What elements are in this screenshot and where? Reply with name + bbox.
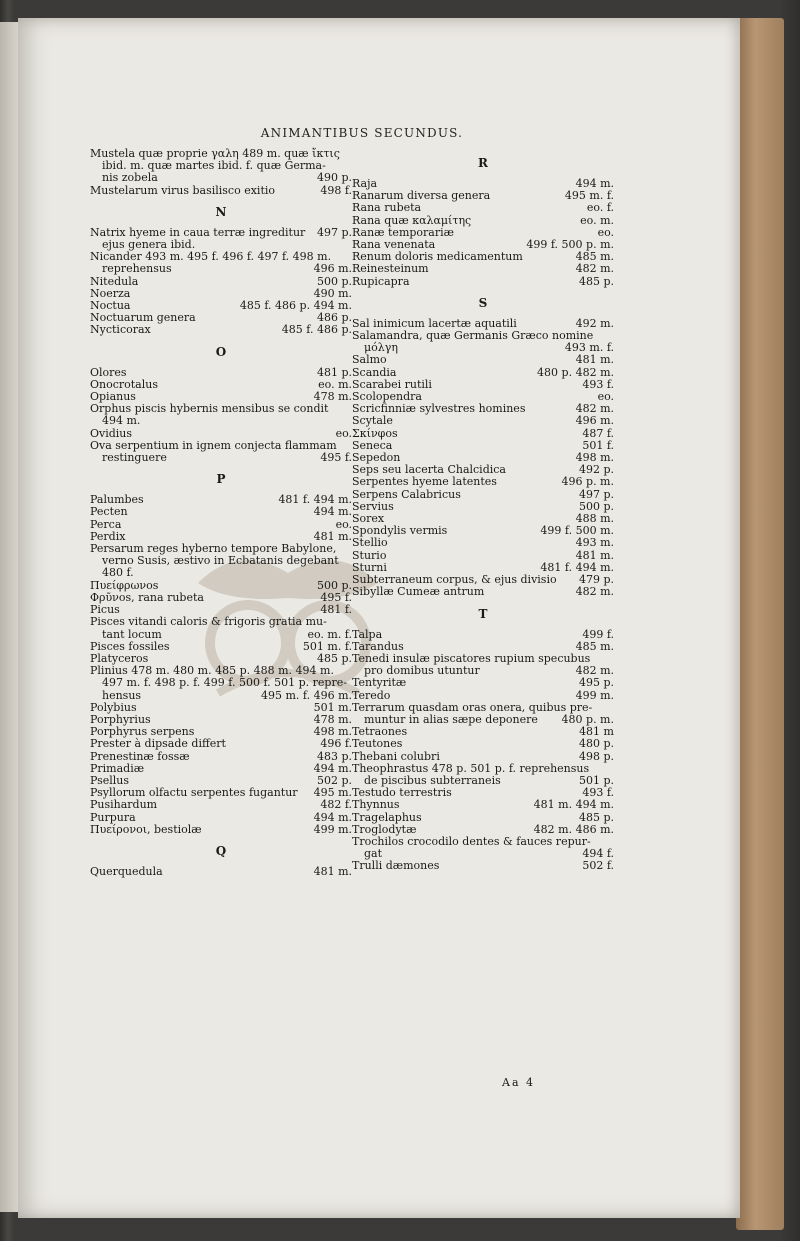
entry-page-ref: 481 m bbox=[579, 725, 614, 739]
entry-page-ref: 499 f. 500 p. m. bbox=[526, 238, 614, 252]
entry-term: Servius bbox=[352, 499, 394, 513]
entry-term: Thebani colubri bbox=[352, 749, 440, 763]
index-entry bbox=[90, 592, 352, 604]
entry-term: hensus bbox=[102, 688, 142, 702]
entry-term: Troglodytæ bbox=[352, 822, 417, 836]
entry-page-ref: 482 m. bbox=[575, 402, 614, 416]
index-entry bbox=[90, 799, 352, 811]
entry-page-ref: eo. m. f. bbox=[307, 627, 352, 641]
entry-page-ref: 481 m. bbox=[313, 529, 352, 543]
entry-term: Pusihardum bbox=[90, 798, 158, 812]
index-entry bbox=[352, 812, 614, 824]
entry-page-ref: 502 p. bbox=[316, 773, 352, 787]
entry-page-ref: 501 p. bbox=[578, 773, 614, 787]
entry-term: restinguere bbox=[102, 451, 167, 465]
entry-page-ref: 494 m. bbox=[313, 761, 352, 775]
entry-term: reprehensus bbox=[102, 262, 172, 276]
entry-term: Scandia bbox=[352, 365, 397, 379]
entry-term: Stellio bbox=[352, 536, 388, 550]
entry-page-ref: 492 m. bbox=[575, 316, 614, 330]
entry-term: 494 m. bbox=[102, 414, 141, 428]
entry-term: Onocrotalus bbox=[90, 377, 158, 391]
index-entry bbox=[90, 763, 352, 775]
entry-term: Scricfinniæ sylvestres homines bbox=[352, 402, 526, 416]
entry-term: Salmo bbox=[352, 353, 387, 367]
entry-term: Talpa bbox=[352, 627, 383, 641]
entry-term: Trochilos crocodilo dentes & fauces repur- bbox=[352, 834, 591, 848]
entry-term: Nitedula bbox=[90, 274, 139, 288]
entry-page-ref: 495 m. f. bbox=[564, 189, 614, 203]
index-entry bbox=[90, 866, 352, 878]
index-entry bbox=[90, 172, 352, 184]
entry-term: Rana rubeta bbox=[352, 201, 422, 215]
entry-page-ref: 482 m. bbox=[575, 585, 614, 599]
index-entry bbox=[352, 501, 614, 513]
entry-page-ref: 501 m. f. bbox=[302, 639, 352, 653]
entry-term: Platyceros bbox=[90, 651, 149, 665]
index-entry bbox=[352, 629, 614, 641]
entry-page-ref: 488 m. bbox=[575, 512, 614, 526]
index-entry bbox=[352, 202, 614, 214]
entry-page-ref: 485 f. 486 p. 494 m. bbox=[239, 299, 352, 313]
entry-term: Mustelarum virus basilisco exitio bbox=[90, 183, 276, 197]
entry-page-ref: eo. bbox=[335, 426, 352, 440]
page-sheet bbox=[18, 18, 740, 1218]
entry-term: Teutones bbox=[352, 737, 403, 751]
entry-page-ref: eo. f. bbox=[586, 201, 614, 215]
entry-term: Raja bbox=[352, 177, 378, 190]
index-entry bbox=[352, 215, 614, 227]
entry-term: Ova serpentium in ignem conjecta flammam bbox=[90, 438, 337, 452]
entry-page-ref: 482 m. 486 m. bbox=[533, 822, 614, 836]
entry-term: Scolopendra bbox=[352, 390, 422, 404]
entry-term: 497 m. f. 498 p. f. 499 f. 500 f. 501 p. repre- bbox=[102, 676, 347, 690]
entry-term: Prester à dipsade differt bbox=[90, 737, 226, 751]
entry-page-ref: 496 m. bbox=[575, 414, 614, 428]
entry-term: verno Susis, æstivo in Ecbatanis degebant bbox=[102, 554, 339, 568]
entry-page-ref: 481 m. bbox=[575, 353, 614, 367]
entry-page-ref: 495 f. bbox=[320, 451, 352, 465]
entry-term: Renum doloris medicamentum bbox=[352, 250, 523, 264]
entry-term: Tarandus bbox=[352, 639, 404, 653]
entry-term: pro domibus utuntur bbox=[364, 664, 480, 678]
entry-term: Salamandra, quæ Germanis Græco nomine bbox=[352, 329, 594, 343]
entry-page-ref: 496 m. bbox=[313, 262, 352, 276]
entry-page-ref: 482 m. bbox=[575, 262, 614, 276]
entry-page-ref: 480 p. 482 m. bbox=[537, 365, 614, 379]
entry-term: Rana venenata bbox=[352, 238, 436, 252]
entry-page-ref: 501 m. bbox=[313, 700, 352, 714]
entry-page-ref: 481 m. bbox=[313, 864, 352, 878]
entry-page-ref: 481 m. 494 m. bbox=[533, 798, 614, 812]
index-entry bbox=[90, 494, 352, 506]
index-entry bbox=[352, 276, 614, 288]
entry-term: Noctuarum genera bbox=[90, 311, 196, 325]
entry-term: Spondylis vermis bbox=[352, 524, 448, 538]
entry-page-ref: 495 m. f. 496 m. bbox=[260, 688, 352, 702]
entry-term: nis zobela bbox=[102, 171, 158, 185]
entry-term: Thynnus bbox=[352, 798, 400, 812]
entry-page-ref: 483 p. bbox=[316, 749, 352, 763]
index-entry bbox=[90, 677, 352, 689]
entry-term: Picus bbox=[90, 603, 120, 617]
entry-page-ref: 500 p. bbox=[316, 578, 352, 592]
entry-term: Prenestinæ fossæ bbox=[90, 749, 190, 763]
entry-page-ref: 493 m. f. bbox=[564, 341, 614, 355]
index-entry bbox=[90, 367, 352, 379]
entry-term: Opianus bbox=[90, 390, 136, 404]
index-entry bbox=[90, 263, 352, 275]
section-letter: R bbox=[478, 156, 488, 170]
entry-page-ref: 480 p. bbox=[578, 737, 614, 751]
entry-term: Ranarum diversa genera bbox=[352, 189, 491, 203]
section-letter: P bbox=[216, 472, 226, 487]
entry-term: Porphyrus serpens bbox=[90, 725, 195, 739]
entry-page-ref: 495 f. bbox=[320, 590, 352, 604]
entry-term: Persarum reges hyberno tempore Babylone, bbox=[90, 542, 337, 556]
index-entry bbox=[352, 799, 614, 811]
index-entry bbox=[90, 506, 352, 518]
entry-page-ref: 490 m. bbox=[313, 286, 352, 300]
entry-term: Trulli dæmones bbox=[352, 859, 440, 873]
entry-term: Perca bbox=[90, 517, 122, 531]
entry-page-ref: 495 m. bbox=[313, 786, 352, 800]
entry-page-ref: 485 p. bbox=[578, 810, 614, 824]
entry-page-ref: 482 f. bbox=[320, 798, 352, 812]
entry-term: Tenedi insulæ piscatores rupium specubus bbox=[352, 651, 591, 665]
entry-page-ref: 480 p. m. bbox=[561, 712, 614, 726]
index-entry bbox=[90, 812, 352, 824]
entry-term: muntur in alias sæpe deponere bbox=[364, 712, 538, 726]
entry-page-ref: 495 p. bbox=[578, 676, 614, 690]
entry-term: Πυείρονοι, bestiolæ bbox=[90, 822, 202, 836]
entry-term: Sturio bbox=[352, 548, 387, 562]
index-entry bbox=[90, 567, 352, 579]
entry-page-ref: 481 m. bbox=[575, 548, 614, 562]
entry-page-ref: eo. bbox=[597, 225, 614, 239]
entry-page-ref: 492 p. bbox=[578, 463, 614, 477]
entry-page-ref: eo. m. bbox=[580, 213, 614, 227]
index-entry bbox=[352, 751, 614, 763]
entry-page-ref: 481 f. 494 m. bbox=[540, 560, 614, 574]
entry-term: Mustela quæ proprie γαλη 489 m. quæ ἴκτις bbox=[90, 147, 340, 160]
index-entry bbox=[90, 824, 352, 836]
entry-page-ref: 502 f. bbox=[582, 859, 614, 873]
entry-term: Sal inimicum lacertæ aquatili bbox=[352, 316, 517, 330]
entry-page-ref: 482 m. bbox=[575, 664, 614, 678]
index-entry bbox=[352, 690, 614, 702]
entry-page-ref: 493 f. bbox=[582, 377, 614, 391]
entry-term: Noerza bbox=[90, 286, 131, 300]
index-entry bbox=[352, 342, 614, 354]
entry-term: ejus genera ibid. bbox=[102, 238, 196, 252]
entry-term: Natrix hyeme in caua terræ ingreditur bbox=[90, 225, 306, 239]
entry-term: Tentyritæ bbox=[352, 676, 407, 690]
entry-page-ref: 485 m. bbox=[575, 639, 614, 653]
index-entry bbox=[352, 860, 614, 872]
index-column-right bbox=[352, 148, 614, 873]
entry-term: Olores bbox=[90, 365, 127, 379]
entry-term: Teredo bbox=[352, 688, 391, 702]
entry-term: Φρῦνοs, rana rubeta bbox=[90, 590, 204, 604]
entry-page-ref: 500 p. bbox=[578, 499, 614, 513]
entry-term: tant locum bbox=[102, 627, 162, 641]
entry-term: Sturni bbox=[352, 560, 387, 574]
entry-term: Tetraones bbox=[352, 725, 408, 739]
entry-page-ref: 479 p. bbox=[578, 573, 614, 587]
entry-page-ref: 481 f. 494 m. bbox=[278, 493, 352, 507]
entry-term: Nicander 493 m. 495 f. 496 f. 497 f. 498 m. bbox=[90, 250, 332, 264]
entry-term: Scarabei rutili bbox=[352, 377, 432, 391]
section-letter: T bbox=[478, 606, 488, 621]
entry-page-ref: 498 f. bbox=[320, 183, 352, 197]
entry-page-ref: 499 m. bbox=[313, 822, 352, 836]
entry-page-ref: 485 p. bbox=[578, 274, 614, 288]
entry-term: Theophrastus 478 p. 501 p. f. reprehensus bbox=[352, 761, 590, 775]
entry-term: Psellus bbox=[90, 773, 130, 787]
entry-page-ref: eo. bbox=[335, 517, 352, 531]
index-entry bbox=[352, 263, 614, 275]
entry-page-ref: 494 m. bbox=[313, 810, 352, 824]
index-entry bbox=[90, 690, 352, 702]
index-entry bbox=[352, 354, 614, 366]
entry-term: de piscibus subterraneis bbox=[364, 773, 501, 787]
entry-page-ref: 498 m. bbox=[313, 725, 352, 739]
entry-term: gat bbox=[364, 847, 383, 861]
entry-term: Sibyllæ Cumeæ antrum bbox=[352, 585, 485, 599]
entry-term: Sorex bbox=[352, 512, 385, 526]
entry-term: Seneca bbox=[352, 438, 393, 452]
index-entry bbox=[352, 836, 614, 848]
entry-page-ref: 500 p. bbox=[316, 274, 352, 288]
section-letter: Q bbox=[215, 843, 227, 858]
entry-page-ref: 498 m. bbox=[575, 451, 614, 465]
entry-term: Porphyrius bbox=[90, 712, 151, 726]
entry-page-ref: 481 f. bbox=[320, 603, 352, 617]
entry-term: Pisces vitandi caloris & frigoris gratia mu- bbox=[90, 615, 327, 629]
entry-page-ref: 485 p. bbox=[316, 651, 352, 665]
index-entry bbox=[90, 185, 352, 197]
index-entry bbox=[352, 537, 614, 549]
entry-page-ref: 481 p. bbox=[316, 365, 352, 379]
entry-term: Seps seu lacerta Chalcidica bbox=[352, 463, 506, 477]
entry-page-ref: 485 m. bbox=[575, 250, 614, 264]
entry-page-ref: 494 m. bbox=[313, 505, 352, 519]
entry-term: Sepedon bbox=[352, 451, 401, 465]
index-entry bbox=[90, 616, 352, 628]
index-entry bbox=[352, 367, 614, 379]
index-entry bbox=[90, 276, 352, 288]
signature-mark: Aa 4 bbox=[502, 1076, 535, 1089]
index-column-left bbox=[90, 148, 352, 878]
entry-term: ibid. m. quæ martes ibid. f. quæ Germa- bbox=[102, 159, 326, 173]
entry-page-ref: 496 p. m. bbox=[561, 475, 614, 489]
entry-page-ref: 493 f. bbox=[582, 786, 614, 800]
index-entry bbox=[90, 751, 352, 763]
entry-term: Perdix bbox=[90, 529, 126, 543]
entry-page-ref: eo. m. bbox=[318, 377, 352, 391]
entry-term: Terrarum quasdam oras onera, quibus pre- bbox=[352, 700, 593, 714]
entry-page-ref: 496 f. bbox=[320, 737, 352, 751]
running-header: ANIMANTIBUS SECUNDUS. bbox=[260, 126, 464, 140]
entry-page-ref: 486 p. bbox=[316, 311, 352, 325]
entry-page-ref: 493 m. bbox=[575, 536, 614, 550]
entry-page-ref: 478 m. bbox=[313, 390, 352, 404]
entry-page-ref: 499 f. 500 m. bbox=[540, 524, 614, 538]
entry-term: Πυείφρωνοs bbox=[90, 578, 159, 592]
entry-page-ref: 490 p. bbox=[316, 171, 352, 185]
entry-term: Testudo terrestris bbox=[352, 786, 452, 800]
entry-term: Orphus piscis hybernis mensibus se condit bbox=[90, 402, 329, 416]
index-entry bbox=[90, 738, 352, 750]
entry-term: Pecten bbox=[90, 505, 128, 519]
entry-term: Serpens Calabricus bbox=[352, 487, 461, 501]
entry-page-ref: 497 p. bbox=[578, 487, 614, 501]
entry-term: Nycticorax bbox=[90, 323, 151, 337]
entry-term: Palumbes bbox=[90, 493, 144, 507]
entry-term: Ovidius bbox=[90, 426, 133, 440]
entry-page-ref: 498 p. bbox=[578, 749, 614, 763]
index-entry bbox=[90, 324, 352, 336]
entry-term: Rupicapra bbox=[352, 274, 410, 288]
entry-page-ref: 485 f. 486 p. bbox=[281, 323, 352, 337]
entry-page-ref: 499 m. bbox=[575, 688, 614, 702]
entry-page-ref: 478 m. bbox=[313, 712, 352, 726]
entry-page-ref: 487 f. bbox=[582, 426, 614, 440]
entry-term: Σκίνφοs bbox=[352, 426, 398, 440]
entry-term: Pisces fossiles bbox=[90, 639, 170, 653]
entry-term: Primadiæ bbox=[90, 761, 145, 775]
index-entry bbox=[352, 677, 614, 689]
index-entry bbox=[90, 629, 352, 641]
book-cover-board bbox=[736, 18, 784, 1230]
entry-page-ref: 499 f. bbox=[582, 627, 614, 641]
entry-term: Ranæ temporariæ bbox=[352, 225, 454, 239]
entry-page-ref: 497 p. bbox=[316, 225, 352, 239]
entry-term: Reinesteinum bbox=[352, 262, 429, 276]
entry-term: Rana quæ καλαμίτης bbox=[352, 213, 472, 227]
entry-term: Polybius bbox=[90, 700, 137, 714]
entry-term: Serpentes hyeme latentes bbox=[352, 475, 497, 489]
entry-term: Scytale bbox=[352, 414, 393, 428]
entry-term: Noctua bbox=[90, 299, 131, 313]
entry-page-ref: 501 f. bbox=[582, 438, 614, 452]
entry-term: Querquedula bbox=[90, 864, 163, 878]
index-entry bbox=[352, 415, 614, 427]
index-entry bbox=[352, 525, 614, 537]
index-entry bbox=[90, 519, 352, 531]
entry-page-ref: eo. bbox=[597, 390, 614, 404]
section-letter: O bbox=[215, 344, 227, 359]
section-letter: N bbox=[215, 204, 227, 219]
index-entry bbox=[352, 476, 614, 488]
entry-term: μόλγη bbox=[364, 341, 398, 355]
index-entry bbox=[352, 586, 614, 598]
entry-term: Tragelaphus bbox=[352, 810, 422, 824]
entry-page-ref: 494 m. bbox=[575, 177, 614, 190]
index-entry bbox=[90, 452, 352, 464]
index-entry bbox=[352, 738, 614, 750]
index-entry bbox=[90, 415, 352, 427]
section-letter: S bbox=[478, 295, 488, 310]
entry-term: Psyllorum olfactu serpentes fugantur bbox=[90, 786, 298, 800]
entry-term: Plinius 478 m. 480 m. 485 p. 488 m. 494 m. bbox=[90, 664, 334, 678]
entry-term: Subterraneum corpus, & ejus divisio bbox=[352, 573, 557, 587]
entry-page-ref: 494 f. bbox=[582, 847, 614, 861]
entry-term: 480 f. bbox=[102, 566, 134, 580]
entry-term: Purpura bbox=[90, 810, 136, 824]
